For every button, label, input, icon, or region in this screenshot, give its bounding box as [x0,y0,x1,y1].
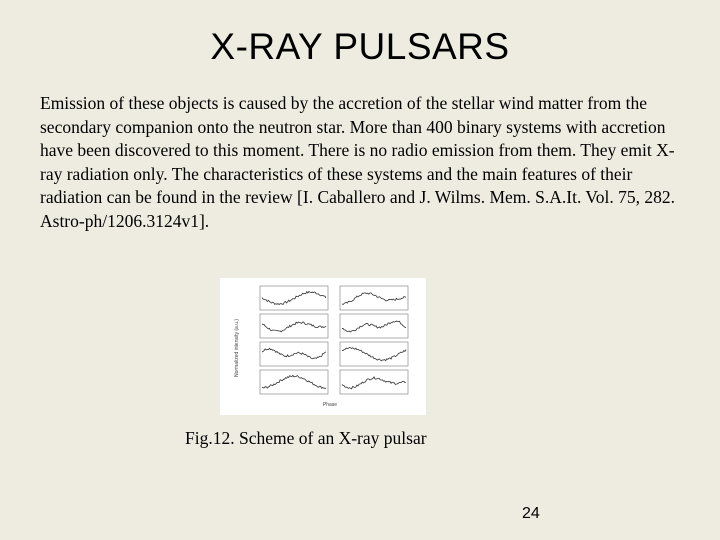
pulse-profile-curve [262,322,326,332]
profile-panel-frame [260,286,328,310]
pulse-profile-curve [342,377,406,389]
profile-panel-frame [340,314,408,338]
profile-panel-frame [340,286,408,310]
pulse-profile-curve [342,347,406,361]
figure-y-axis-label: Normalized intensity (a.u.) [234,318,240,378]
pulse-profile-panels [260,286,408,394]
page-number: 24 [522,505,540,522]
slide-body-text: Emission of these objects is caused by the accretion of the stellar wind matter from the secondary companion onto the neutron star. More than 400 binary systems with accretion have been discovered to this moment. There is no radio emission from them. They emit X-ray radiation only. The characteristics of these systems and the main features of their radiation can be found in the review [I. Caballero and J. Wilms. Mem. S.A.It. Vol. 75, 282. Astro-ph/1206.3124v1]. [40,93,676,231]
pulse-profile-curve [262,375,326,388]
profile-panel-frame [260,314,328,338]
figure-x-axis-label: Phase [322,402,338,408]
pulse-profile-curve [262,291,326,304]
profile-panel-frame [340,370,408,394]
profile-panel-frame [260,370,328,394]
slide-title: X-RAY PULSARS [210,26,510,67]
figure-caption: Fig.12. Scheme of an X-ray pulsar [185,428,427,448]
pulse-profile-plot [220,278,426,415]
pulse-profile-curve [342,321,406,332]
pulse-profile-figure [220,278,426,415]
pulse-profile-curve [342,293,406,305]
pulse-profile-curve [262,348,326,358]
